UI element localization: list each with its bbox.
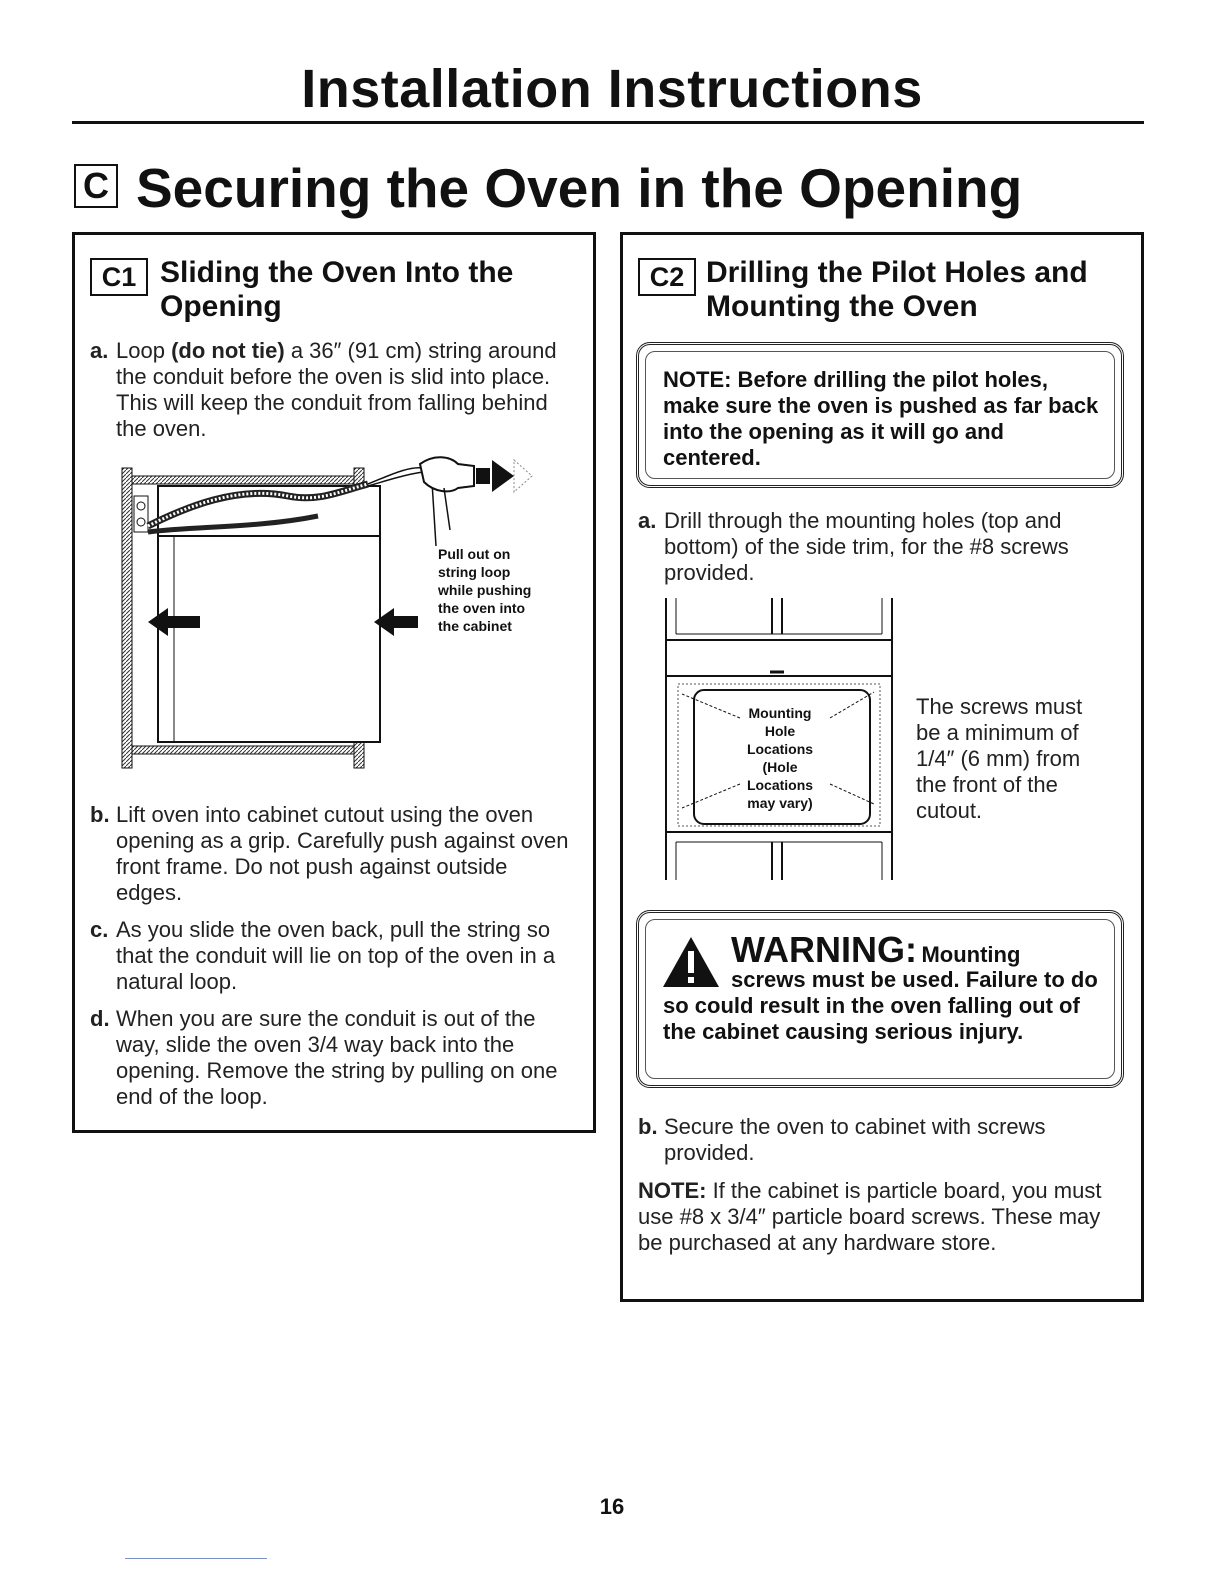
c1-step-d-text: When you are sure the conduit is out of the way, slide the oven 3/4 way back into the opening. Remove the string by pulling on one end of the loop. [116, 1006, 558, 1109]
c1-caption-line4: the oven into [438, 600, 526, 616]
c2-step-b [638, 1114, 1108, 1166]
c2-badge: C2 [638, 258, 696, 296]
mounting-label-1: Mounting [748, 705, 812, 721]
c2-title-line2: Mounting the Oven [706, 290, 978, 323]
c2-step-a-letter: a. [638, 508, 657, 533]
pilot-hole-note-text: NOTE: Before drilling the pilot holes, make sure the oven is pushed as far back into the opening as it will go and centered. [663, 367, 1099, 470]
oven-slide-illustration [118, 446, 438, 772]
c1-figure-caption [438, 545, 531, 635]
particle-board-note [638, 1178, 1108, 1256]
c2-title-line1: Drilling the Pilot Holes and [706, 256, 1088, 289]
mounting-label-6: may vary) [747, 795, 813, 811]
c1-step-c-letter: c. [90, 917, 109, 942]
c1-step-b [90, 802, 570, 906]
page-title: Installation Instructions [301, 59, 923, 119]
mounting-label-4: (Hole [762, 759, 798, 775]
c1-step-a [90, 338, 570, 442]
title-divider [72, 121, 1144, 124]
mounting-hole-labels [702, 704, 858, 812]
mounting-label-2: Hole [764, 723, 796, 739]
c2-step-b-text: Secure the oven to cabinet with screws provided. [664, 1114, 1046, 1165]
c1-step-a-post: a 36″ (91 cm) string around the conduit before the oven is slid into place. This will keep the conduit from falling behind the oven. [116, 338, 557, 441]
c1-title [160, 256, 513, 324]
c1-step-c [90, 917, 570, 995]
c1-caption-line1: Pull out on [438, 546, 511, 562]
c1-caption-line2: string loop [438, 564, 511, 580]
c1-step-c-text: As you slide the oven back, pull the string so that the conduit will lie on top of the oven in a natural loop. [116, 917, 556, 994]
c2-title [706, 256, 1088, 324]
warning-heading [731, 929, 1020, 971]
c1-step-d [90, 1006, 576, 1110]
c2-step-a-text: Drill through the mounting holes (top and bottom) of the side trim, for the #8 screws provided. [664, 508, 1069, 585]
c2-step-b-letter: b. [638, 1114, 658, 1139]
c1-step-a-pre: Loop [116, 338, 172, 363]
warning-text: screws must be used. Failure to do so could result in the oven falling out of the cabinet causing serious injury. [663, 967, 1098, 1044]
pilot-hole-note-box [636, 342, 1124, 488]
section-badge: C [74, 164, 118, 208]
page-number: 16 [599, 1494, 625, 1519]
c1-step-d-letter: d. [90, 1006, 110, 1031]
c1-step-b-letter: b. [90, 802, 110, 827]
c1-step-b-text: Lift oven into cabinet cutout using the oven opening as a grip. Carefully push against oven front frame. Do not push against outside edges. [116, 802, 569, 905]
mounting-label-5: Locations [746, 777, 814, 793]
particle-board-note-label: NOTE: [638, 1178, 707, 1203]
hand-pull-icon [414, 450, 542, 530]
section-title: Securing the Oven in the Opening [136, 157, 1023, 219]
warning-first-word: Mounting [921, 942, 1021, 967]
c1-title-line1: Sliding the Oven Into the [160, 256, 514, 289]
particle-board-note-text: If the cabinet is particle board, you must use #8 x 3/4″ particle board screws. These may be purchased at any hardware store. [638, 1178, 1102, 1255]
c1-caption-line5: the cabinet [438, 618, 512, 634]
warning-box [636, 910, 1124, 1088]
mounting-label-3: Locations [746, 741, 814, 757]
screws-distance-text: The screws must be a minimum of 1/4″ (6 mm) from the front of the cutout. [916, 694, 1083, 823]
c2-step-a [638, 508, 1118, 586]
c1-step-a-bold: (do not tie) [171, 338, 285, 363]
warning-word: WARNING: [731, 929, 917, 970]
c1-caption-line3: while pushing [438, 582, 532, 598]
footer-line [125, 1558, 267, 1559]
c1-badge: C1 [90, 258, 148, 296]
c1-step-a-letter: a. [90, 338, 109, 363]
c1-title-line2: Opening [160, 290, 282, 323]
